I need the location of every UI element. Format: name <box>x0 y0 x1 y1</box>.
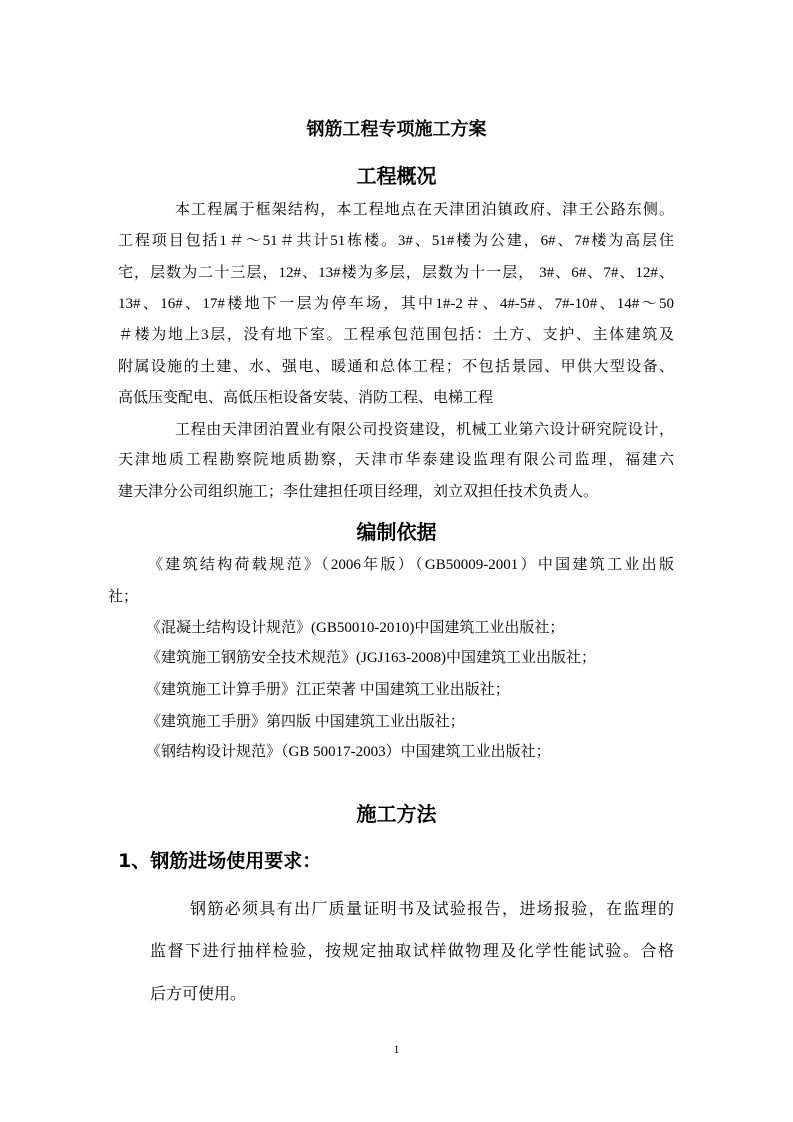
page-number: 1 <box>393 1042 400 1056</box>
reference-item: 《混凝土结构设计规范》(GB50010-2010)中国建筑工业出版社； <box>146 620 565 636</box>
paragraph-line: 本工程属于框架结构，本工程地点在天津团泊镇政府、津王公路东侧。 <box>175 202 674 218</box>
paragraph-line: 13#、16#、17#楼地下一层为停车场，其中1#-2＃、4#-5#、7#-10#、14#～50 <box>118 296 674 312</box>
paragraph-line: 后方可使用。 <box>150 986 247 1003</box>
paragraph-line: 钢筋必须具有出厂质量证明书及试验报告，进场报验，在监理的 <box>190 901 674 918</box>
paragraph-line: 建天津分公司组织施工；李仕建担任项目经理，刘立双担任技术负责人。 <box>118 484 599 500</box>
paragraph-line: 高低压变配电、高低压柜设备安装、消防工程、电梯工程 <box>118 390 494 406</box>
reference-item: 《建筑结构荷载规范》（2006年版）（GB50009-2001）中国建筑工业出版 <box>148 557 674 573</box>
paragraph-line: 工程项目包括1＃～51＃共计51栋楼。3#、51#楼为公建，6#、7#楼为高层住 <box>118 233 674 249</box>
paragraph-line: ＃楼为地上3层，没有地下室。工程承包范围包括：土方、支护、主体建筑及 <box>118 327 674 343</box>
paragraph-line: 附属设施的土建、水、强电、暖通和总体工程；不包括景园、甲供大型设备、 <box>118 359 674 375</box>
paragraph-line: 监督下进行抽样检验，按规定抽取试样做物理及化学性能试验。合格 <box>150 943 674 960</box>
paragraph-line: 宅，层数为二十三层，12#、13#楼为多层，层数为十一层， 3#、6#、7#、12#、 <box>118 265 674 281</box>
reference-item: 《建筑施工计算手册》江正荣著 中国建筑工业出版社； <box>146 682 510 698</box>
paragraph-line: 天津地质工程勘察院地质勘察，天津市华泰建设监理有限公司监理，福建六 <box>118 452 674 468</box>
paragraph-line: 工程由天津团泊置业有限公司投资建设，机械工业第六设计研究院设计， <box>175 422 674 438</box>
section-heading-overview: 工程概况 <box>356 164 437 188</box>
document-title: 钢筋工程专项施工方案 <box>306 119 487 140</box>
section-heading-method: 施工方法 <box>356 802 437 826</box>
section-heading-basis: 编制依据 <box>356 520 437 544</box>
reference-item: 社； <box>108 589 139 605</box>
subsection-heading: 1、钢筋进场使用要求： <box>118 850 322 872</box>
reference-item: 《钢结构设计规范》（GB 50017-2003）中国建筑工业出版社； <box>146 744 551 760</box>
reference-item: 《建筑施工手册》第四版 中国建筑工业出版社； <box>146 714 465 730</box>
reference-item: 《建筑施工钢筋安全技术规范》(JGJ163-2008)中国建筑工业出版社； <box>146 650 596 666</box>
